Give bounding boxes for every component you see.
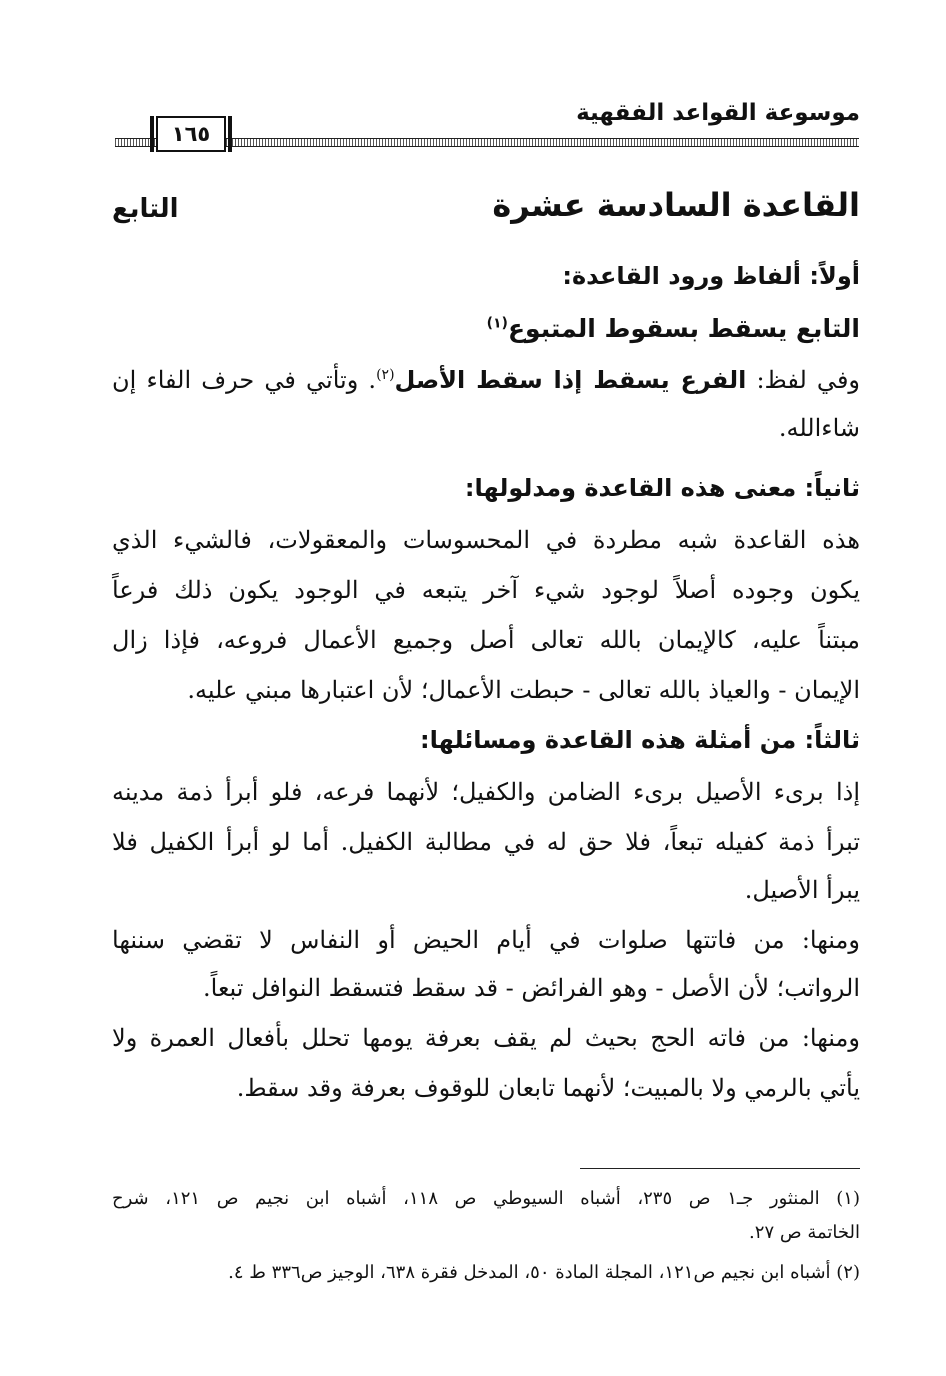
line-suffix: . وتأتي في حرف الفاء إن <box>112 366 377 394</box>
alt-wording: الفرع يسقط إذا سقط الأصل <box>394 366 747 394</box>
body-line: ومنها: من فاته الحج بحيث لم يقف بعرفة يومها تحلل بأفعال العمرة ولا <box>112 1024 860 1052</box>
section2-heading: ثانياً: معنى هذه القاعدة ومدلولها: <box>464 474 860 502</box>
section1-heading: أولاً: ألفاظ ورود القاعدة: <box>562 262 860 290</box>
body-line <box>112 366 860 394</box>
body-line: هذه القاعدة شبه مطردة في المحسوسات والمعقولات، فالشيء الذي <box>112 526 860 554</box>
body-line: يكون وجوده أصلاً لوجود شيء آخر يتبعه في الوجود يكون ذلك فرعاً <box>112 576 860 604</box>
body-line: يأتي بالرمي ولا بالمبيت؛ لأنهما تابعان للوقوف بعرفة وقد سقط. <box>236 1074 860 1102</box>
footnote-ref-1: (١) <box>486 315 508 332</box>
body-line: مبتناً عليه، كالإيمان بالله تعالى أصل وجميع الأعمال فروعه، فإذا زال <box>112 626 860 654</box>
footnote: (٢) أشباه ابن نجيم ص١٢١، المجلة المادة ٥٠، المدخل فقرة ٦٣٨، الوجيز ص٣٣٦ ط ٤. <box>228 1262 860 1283</box>
body-line: تبرأ ذمة كفيله تبعاً، فلا حق له في مطالبة الكفيل. أما لو أبرأ الكفيل فلا <box>112 828 860 856</box>
body-line: الرواتب؛ لأن الأصل - وهو الفرائض - قد سقط فتسقط النوافل تبعاً. <box>203 974 860 1002</box>
line-prefix: وفي لفظ: <box>756 366 860 394</box>
footnote: (١) المنثور جـ١ ص ٢٣٥، أشباه السيوطي ص ١١٨، أشباه ابن نجيم ص ١٢١، شرح <box>112 1188 860 1209</box>
rule-statement-text: التابع يسقط بسقوط المتبوع <box>507 314 860 343</box>
rule-name: التابع <box>112 194 179 224</box>
header-rule <box>115 138 859 147</box>
footnote-ref-2: (٢) <box>376 367 395 383</box>
section3-heading: ثالثاً: من أمثلة هذه القاعدة ومسائلها: <box>419 726 860 754</box>
page-number: ١٦٥ <box>156 116 226 152</box>
body-line: الإيمان - والعياذ بالله تعالى - حبطت الأعمال؛ لأن اعتبارها مبني عليه. <box>187 676 860 704</box>
book-title: موسوعة القواعد الفقهية <box>576 100 860 126</box>
rule-statement <box>487 314 860 343</box>
body-line: ومنها: من فاتتها صلوات في أيام الحيض أو النفاس لا تقضي سننها <box>112 926 860 954</box>
body-line: يبرأ الأصيل. <box>744 876 860 904</box>
rule-title: القاعدة السادسة عشرة <box>492 186 860 224</box>
footnote: الخاتمة ص ٢٧. <box>749 1222 860 1243</box>
body-line: إذا برىء الأصيل برىء الضامن والكفيل؛ لأنهما فرعه، فلو أبرأ ذمة مدينه <box>112 778 860 806</box>
body-line: شاءالله. <box>778 414 860 442</box>
footnote-divider <box>580 1168 860 1169</box>
